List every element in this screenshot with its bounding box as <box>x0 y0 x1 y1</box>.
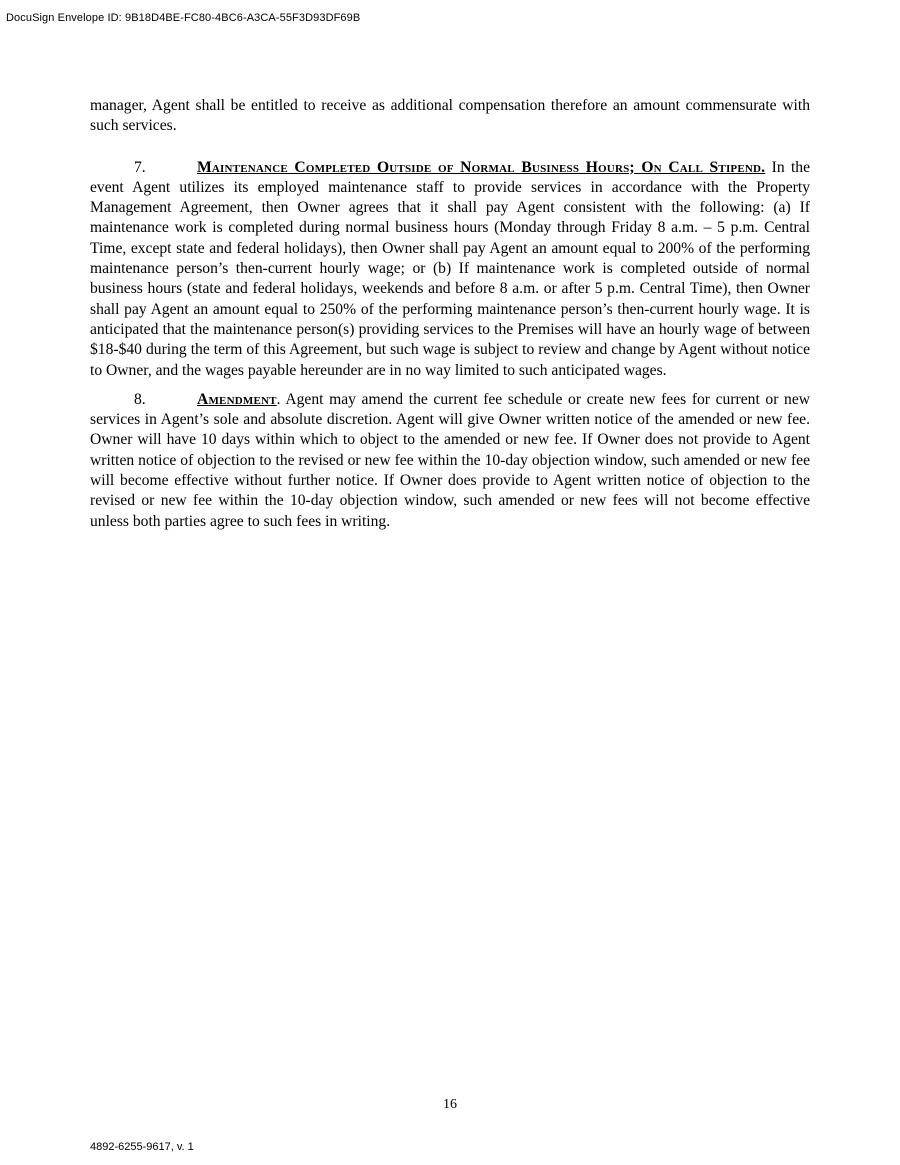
section-8-text: . Agent may amend the current fee schedule or create new fees for current or new services in Agent’s sole and absolute discretion. Agent will give Owner written notice of the amended or new fee. Owner will have 10 days within which to object to the amended or new fee. If Owner does not provide to Agent written notice of objection to the revised or new fee within the 10-day objection window, such amended or new fee will become effective without further notice. If Owner does provide to Agent written notice of objection to the revised or new fee within the 10-day objection window, such amended or new fees will not become effective unless both parties agree to such fees in writing. <box>90 390 810 530</box>
section-8-heading: Amendment <box>197 390 277 408</box>
section-7-heading: Maintenance Completed Outside of Normal Business Hours; On Call Stipend. <box>197 158 766 176</box>
section-8-number: 8. <box>134 390 146 408</box>
section-8-paragraph <box>90 390 810 532</box>
docusign-envelope-id: DocuSign Envelope ID: 9B18D4BE-FC80-4BC6-A3CA-55F3D93DF69B <box>6 12 361 24</box>
section-7-number: 7. <box>134 158 146 176</box>
section-7-text: In the event Agent utilizes its employed maintenance staff to provide services in accordance with the Property Management Agreement, then Owner agrees that it shall pay Agent consistent with the following: (a) If maintenance work is completed during normal business hours (Monday through Friday 8 a.m. – 5 p.m. Central Time, except state and federal holidays), then Owner shall pay Agent an amount equal to 200% of the performing maintenance person’s then-current hourly wage; or (b) If maintenance work is completed outside of normal business hours (state and federal holidays, weekends and before 8 a.m. or after 5 p.m. Central Time), then Owner shall pay Agent an amount equal to 250% of the performing maintenance person’s then-current hourly wage. It is anticipated that the maintenance person(s) providing services to the Premises will have an hourly wage of between $18-$40 during the term of this Agreement, but such wage is subject to review and change by Agent without notice to Owner, and the wages payable hereunder are in no way limited to such anticipated wages. <box>90 158 810 379</box>
document-body <box>90 96 810 541</box>
document-id: 4892-6255-9617, v. 1 <box>90 1141 194 1153</box>
section-7-paragraph <box>90 158 810 381</box>
continuation-paragraph: manager, Agent shall be entitled to receive as additional compensation therefore an amount commensurate with such services. <box>90 97 810 135</box>
page-number: 16 <box>443 1097 457 1112</box>
